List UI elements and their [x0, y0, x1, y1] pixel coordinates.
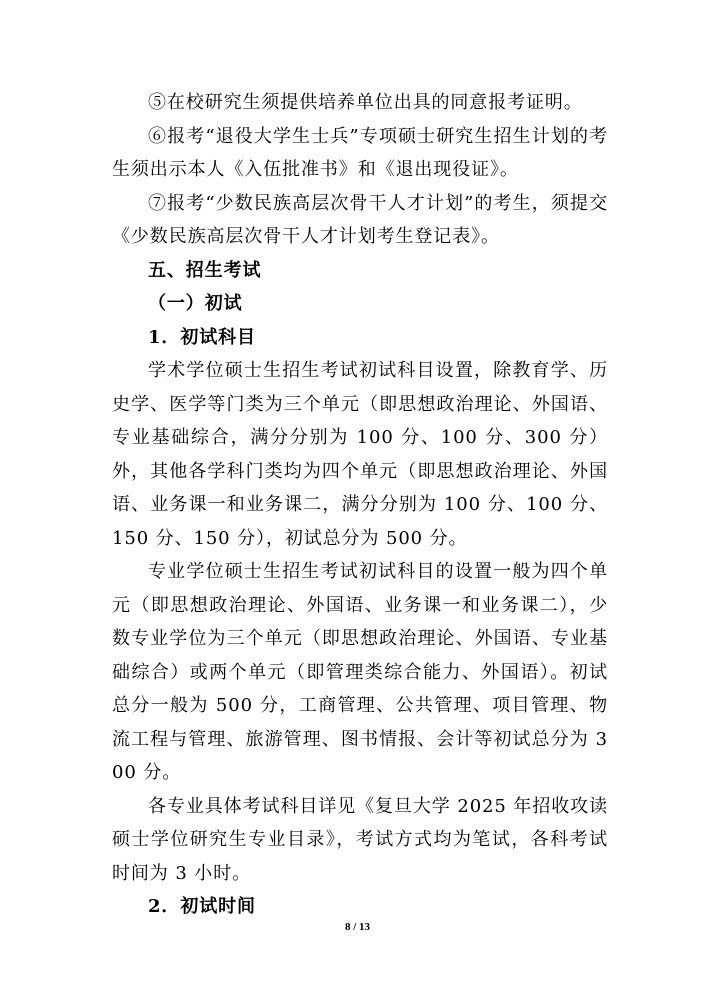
item-heading-exam-subjects: 1．初试科目 — [148, 326, 256, 348]
paragraph-item-6: ⑥报考“退役大学生士兵”专项硕士研究生招生计划的考生须出示本人《入伍批准书》和《退出现役证》。 — [112, 125, 608, 180]
page-number: 8 / 13 — [344, 921, 371, 933]
subsection-heading: （一）初试 — [148, 293, 243, 314]
paragraph-professional-degree: 专业学位硕士生招生考试初试科目的设置一般为四个单元（即思想政治理论、外国语、业务课一和业务课二），少数专业学位为三个单元（即思想政治理论、外国语、专业基础综合）或两个单元（即管理类综合能力、外国语）。初试总分一般为 500 分，工商管理、公共管理、项目管理、物流工程与管理、旅游管理、图书情报、会计等初试总分为 300 分。 — [112, 561, 608, 783]
paragraph-exam-details: 各专业具体考试科目详见《复旦大学 2025 年招收攻读硕士学位研究生专业目录》，考试方式均为笔试，各科考试时间为 3 小时。 — [112, 795, 608, 884]
paragraph-item-5: ⑤在校研究生须提供培养单位出具的同意报考证明。 — [148, 92, 583, 113]
paragraph-item-7: ⑦报考“少数民族高层次骨干人才计划”的考生，须提交《少数民族高层次骨干人才计划考生登记表》。 — [112, 192, 608, 247]
item-heading-exam-time: 2．初试时间 — [148, 896, 256, 917]
paragraph-academic-degree: 学术学位硕士生招生考试初试科目设置，除教育学、历史学、医学等门类为三个单元（即思想政治理论、外国语、专业基础综合，满分分别为 100 分、100 分、300 分）外，其他各学科门类均为四个单元（即思想政治理论、外国语、业务课一和业务课二，满分分别为 100 分、100 分、150 分、150 分），初试总分为 500 分。 — [112, 360, 608, 549]
page-content — [112, 86, 608, 924]
section-heading: 五、招生考试 — [148, 259, 262, 281]
